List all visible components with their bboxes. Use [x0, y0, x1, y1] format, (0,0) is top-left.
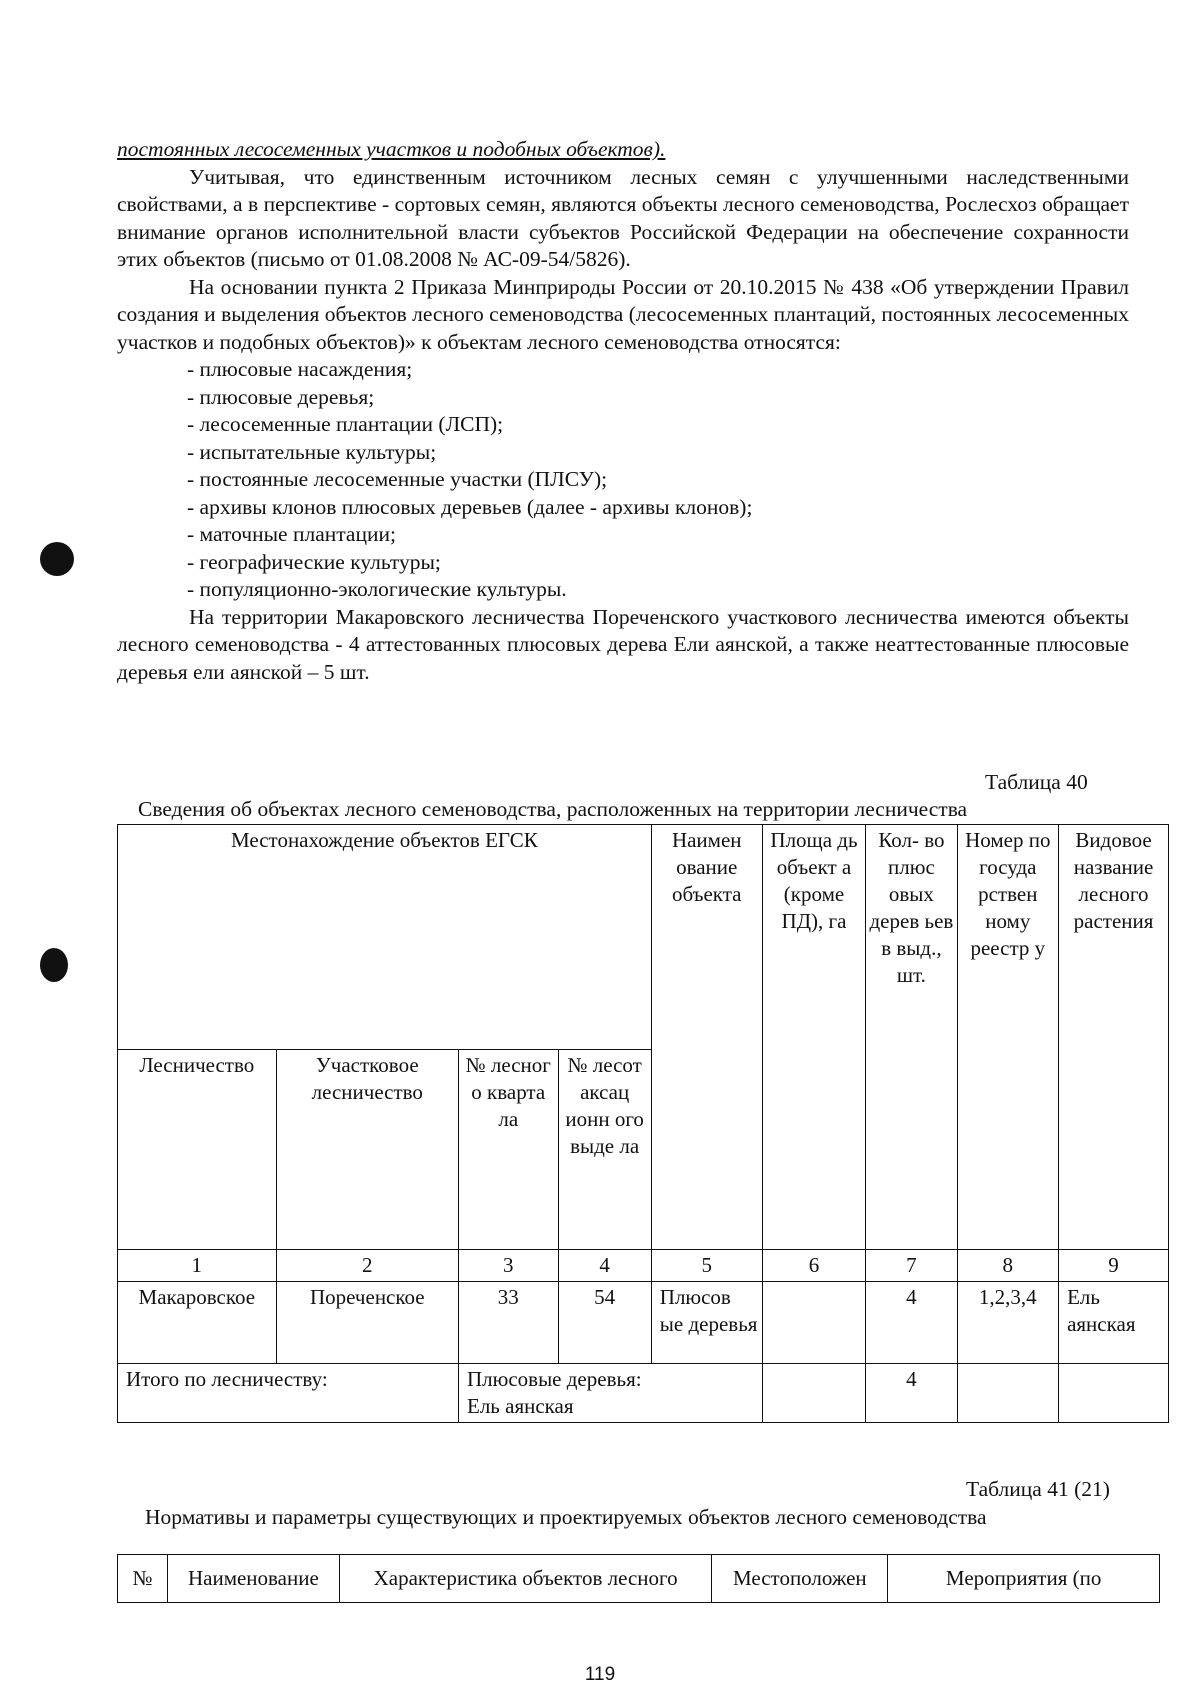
table41-header-location: Местоположен — [712, 1555, 888, 1603]
table40-total-row — [118, 1364, 1169, 1423]
column-number: 7 — [866, 1250, 957, 1282]
subheader-district: Участковое лесничество — [276, 1050, 458, 1250]
punch-hole-top — [40, 542, 74, 576]
list-item: - архивы клонов плюсовых деревьев (далее - архивы клонов); — [187, 494, 753, 519]
column-number: 8 — [957, 1250, 1059, 1282]
list-item: - испытательные культуры; — [187, 439, 437, 464]
list-item: - маточные плантации; — [187, 522, 396, 546]
cell-object-name: Плюсов ые деревья — [651, 1282, 762, 1364]
table40-caption: Сведения об объектах лесного семеноводства, расположенных на территории лесничества — [138, 797, 968, 821]
table41-caption: Нормативы и параметры существующих и проектируемых объектов лесного семеноводства — [145, 1505, 987, 1529]
seed-object-list — [117, 356, 1129, 604]
column-number: 5 — [651, 1250, 762, 1282]
table41-label: Таблица 41 (21) — [966, 1477, 1110, 1501]
header-object-name: Наимен ование объекта — [651, 825, 762, 1250]
column-number: 2 — [276, 1250, 458, 1282]
total-type-cell — [459, 1364, 763, 1423]
list-item: - лесосеменные плантации (ЛСП); — [187, 412, 504, 436]
cell-registry: 1,2,3,4 — [957, 1282, 1059, 1364]
cell-quarter: 33 — [459, 1282, 559, 1364]
total-species: Ель аянская — [467, 1394, 574, 1418]
body-text — [117, 136, 1129, 686]
list-item: - географические культуры; — [187, 549, 441, 574]
header-species: Видовое название лесного растения — [1059, 825, 1169, 1250]
table40 — [117, 824, 1169, 1423]
intro-line: постоянных лесосеменных участков и подобных объектов). — [117, 137, 666, 161]
table41-header-number: № — [118, 1555, 168, 1603]
header-registry-number: Номер по госуда рствен ному реестр у — [957, 825, 1059, 1250]
column-number: 6 — [762, 1250, 866, 1282]
total-count: 4 — [866, 1364, 957, 1423]
header-location: Местонахождение объектов ЕГСК — [118, 825, 652, 1050]
table-row — [118, 1282, 1169, 1364]
list-item: - постоянные лесосеменные участки (ПЛСУ); — [187, 467, 608, 491]
cell-species: Ель аянская — [1059, 1282, 1169, 1364]
subheader-quarter: № лесног о кварта ла — [459, 1050, 559, 1250]
total-species-empty — [1059, 1364, 1169, 1423]
paragraph-rosleshoz: Учитывая, что единственным источником лесных семян с улучшенными наследственными свойствами, а в перспективе - сортовых семян, являются объекты лесного семеноводства, Рослесхоз обращает внимание органов исполнительной власти субъектов Российской Федерации на обеспечение сохранности этих объектов (письмо от 01.08.2008 № АС-09-54/5826). — [117, 164, 1129, 271]
list-item: - популяционно-экологические культуры. — [187, 577, 567, 601]
paragraph-makarovsky: На территории Макаровского лесничества Пореченского участкового лесничества имеются объекты лесного семеноводства - 4 аттестованных плюсовых дерева Ели аянской, а также неаттестованные плюсовые деревья ели аянской – 5 шт. — [117, 604, 1129, 684]
list-item: - плюсовые деревья; — [187, 384, 375, 409]
cell-section: 54 — [558, 1282, 651, 1364]
table41 — [117, 1554, 1160, 1603]
punch-hole-bottom — [40, 948, 68, 982]
paragraph-order: На основании пункта 2 Приказа Минприроды России от 20.10.2015 № 438 «Об утверждении Правил создания и выделения объектов лесного семеноводства (лесосеменных плантаций, постоянных лесосеменных участков и подобных объектов)» к объектам лесного семеноводства относятся: — [117, 274, 1129, 354]
total-area — [762, 1364, 866, 1423]
subheader-forestry: Лесничество — [118, 1050, 277, 1250]
header-tree-count: Кол- во плюс овых дерев ьев в выд., шт. — [866, 825, 957, 1250]
table41-header-name: Наименование — [167, 1555, 339, 1603]
list-item: - плюсовые насаждения; — [187, 357, 413, 381]
table40-number-row — [118, 1250, 1169, 1282]
column-number: 3 — [459, 1250, 559, 1282]
total-registry — [957, 1364, 1059, 1423]
subheader-section: № лесот аксац ионн ого выде ла — [558, 1050, 651, 1250]
table41-header-measures: Мероприятия (по — [888, 1555, 1160, 1603]
header-area: Площа дь объект а (кроме ПД), га — [762, 825, 866, 1250]
page-number: 119 — [584, 1664, 616, 1685]
column-number: 4 — [558, 1250, 651, 1282]
table41-header-row — [118, 1555, 1160, 1603]
cell-forestry: Макаровское — [118, 1282, 277, 1364]
total-label: Итого по лесничеству: — [118, 1364, 459, 1423]
cell-tree-count: 4 — [866, 1282, 957, 1364]
column-number: 1 — [118, 1250, 277, 1282]
table40-label: Таблица 40 — [985, 770, 1088, 794]
cell-area — [762, 1282, 866, 1364]
column-number: 9 — [1059, 1250, 1169, 1282]
table41-header-characteristic: Характеристика объектов лесного — [339, 1555, 712, 1603]
cell-district: Пореченское — [276, 1282, 458, 1364]
total-type: Плюсовые деревья: — [467, 1367, 642, 1391]
table40-header-row — [118, 825, 1169, 1050]
